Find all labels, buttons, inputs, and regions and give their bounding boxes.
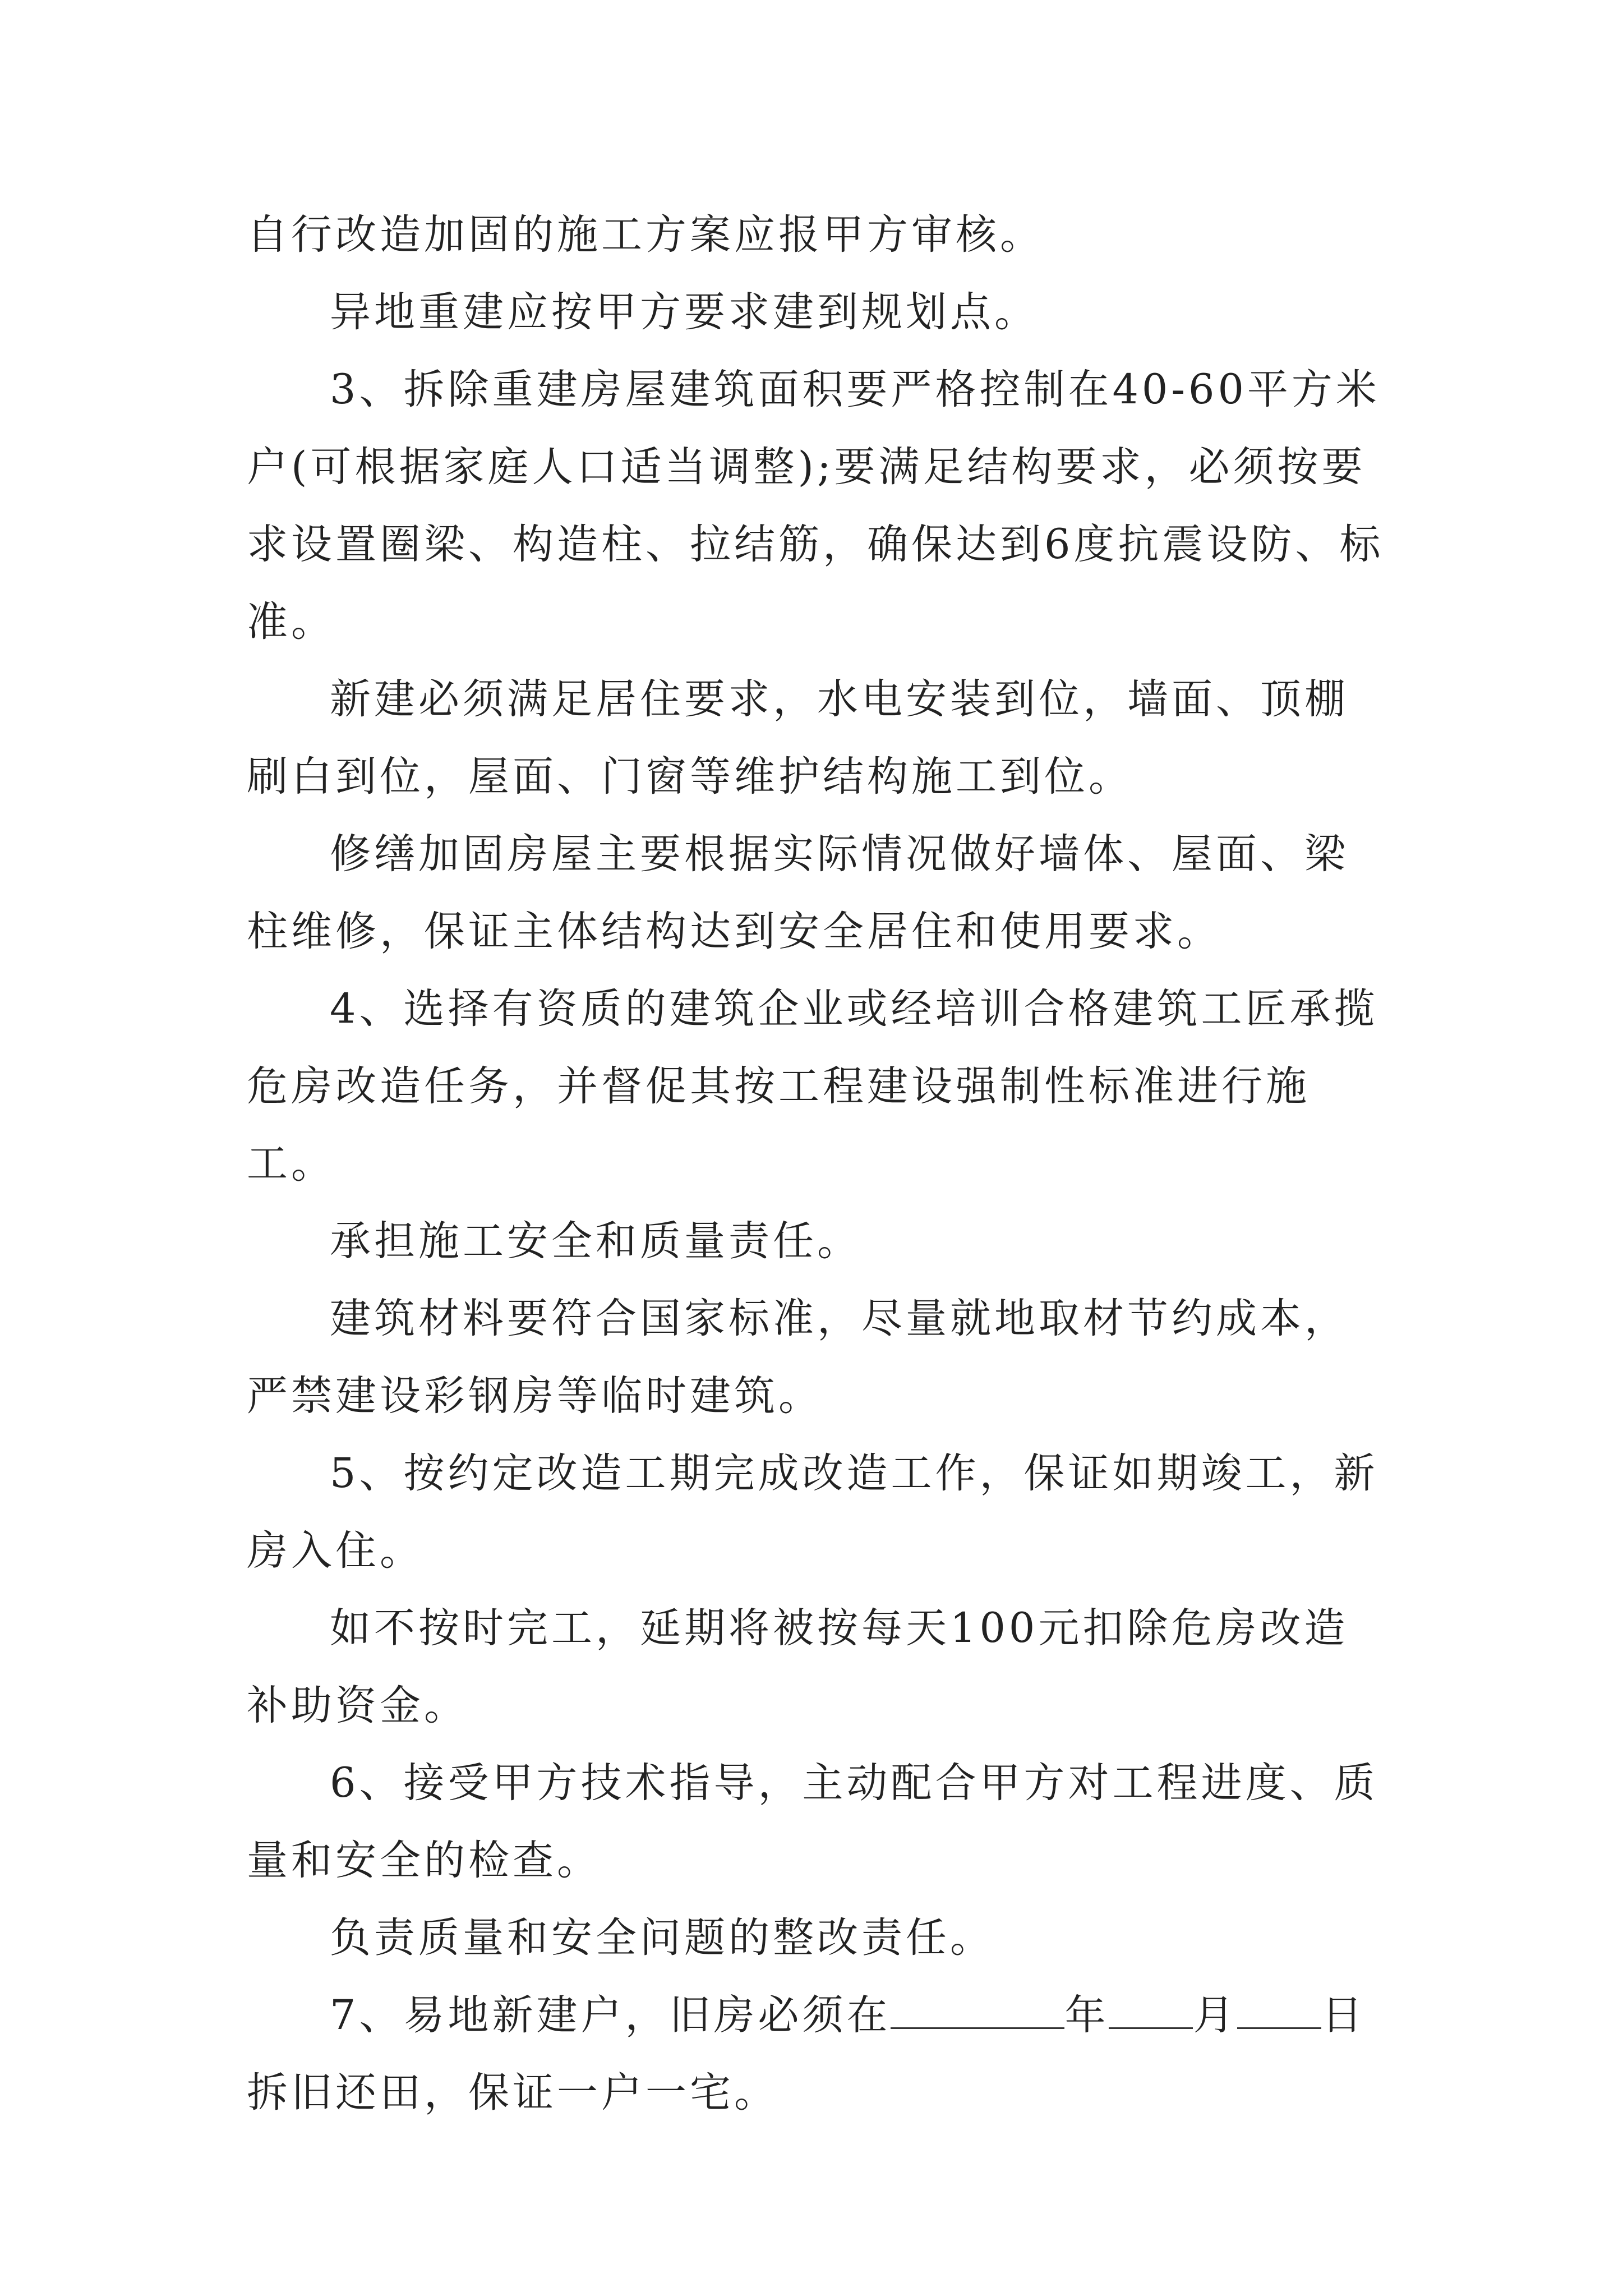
- document-body: [247, 196, 1391, 2132]
- paragraph-item-6-inspection: 6、接受甲方技术指导，主动配合甲方对工程进度、质量和安全的检查。: [247, 1759, 1378, 1884]
- paragraph-repair-reinforcement: 修缮加固房屋主要根据实际情况做好墙体、屋面、梁柱维修，保证主体结构达到安全居住和使用要求。: [247, 830, 1349, 955]
- paragraph-item-4-qualified-builder: 4、选择有资质的建筑企业或经培训合格建筑工匠承揽危房改造任务，并督促其按工程建设强制性标准进行施工。: [247, 985, 1378, 1188]
- month-label: 月: [1193, 1991, 1238, 2039]
- day-label: 日: [1321, 1991, 1366, 2039]
- paragraph-safety-quality-responsibility: 承担施工安全和质量责任。: [330, 1217, 861, 1265]
- paragraph-new-build-requirements: 新建必须满足居住要求，水电安装到位，墙面、顶棚刷白到位，屋面、门窗等维护结构施工到位。: [247, 675, 1349, 800]
- item-7-prefix: 7、易地新建户，旧房必须在: [330, 1991, 891, 2039]
- paragraph-relocation-rebuild: 异地重建应按甲方要求建到规划点。: [330, 288, 1039, 336]
- year-label: 年: [1064, 1991, 1109, 2039]
- item-7-suffix: 拆旧还田，保证一户一宅。: [247, 2069, 778, 2116]
- year-blank-field[interactable]: [891, 1993, 1064, 2029]
- day-blank-field[interactable]: [1237, 1993, 1321, 2029]
- paragraph-delay-penalty: 如不按时完工，延期将被按每天100元扣除危房改造补助资金。: [247, 1604, 1349, 1729]
- paragraph-item-3-area-control: 3、拆除重建房屋建筑面积要严格控制在40-60平方米户(可根据家庭人口适当调整);要满足结构要求，必须按要求设置圈梁、构造柱、拉结筋，确保达到6度抗震设防、标准。: [247, 366, 1384, 646]
- paragraph-rectification-responsibility: 负责质量和安全问题的整改责任。: [330, 1914, 994, 1962]
- month-blank-field[interactable]: [1109, 1993, 1193, 2029]
- paragraph-item-5-schedule: 5、按约定改造工期完成改造工作，保证如期竣工，新房入住。: [247, 1450, 1378, 1575]
- paragraph-building-materials: 建筑材料要符合国家标准，尽量就地取材节约成本，严禁建设彩钢房等临时建筑。: [247, 1295, 1349, 1420]
- paragraph-renovation-plan-review: 自行改造加固的施工方案应报甲方审核。: [247, 211, 1044, 259]
- paragraph-item-7-old-house-demolition: [247, 1977, 1391, 2132]
